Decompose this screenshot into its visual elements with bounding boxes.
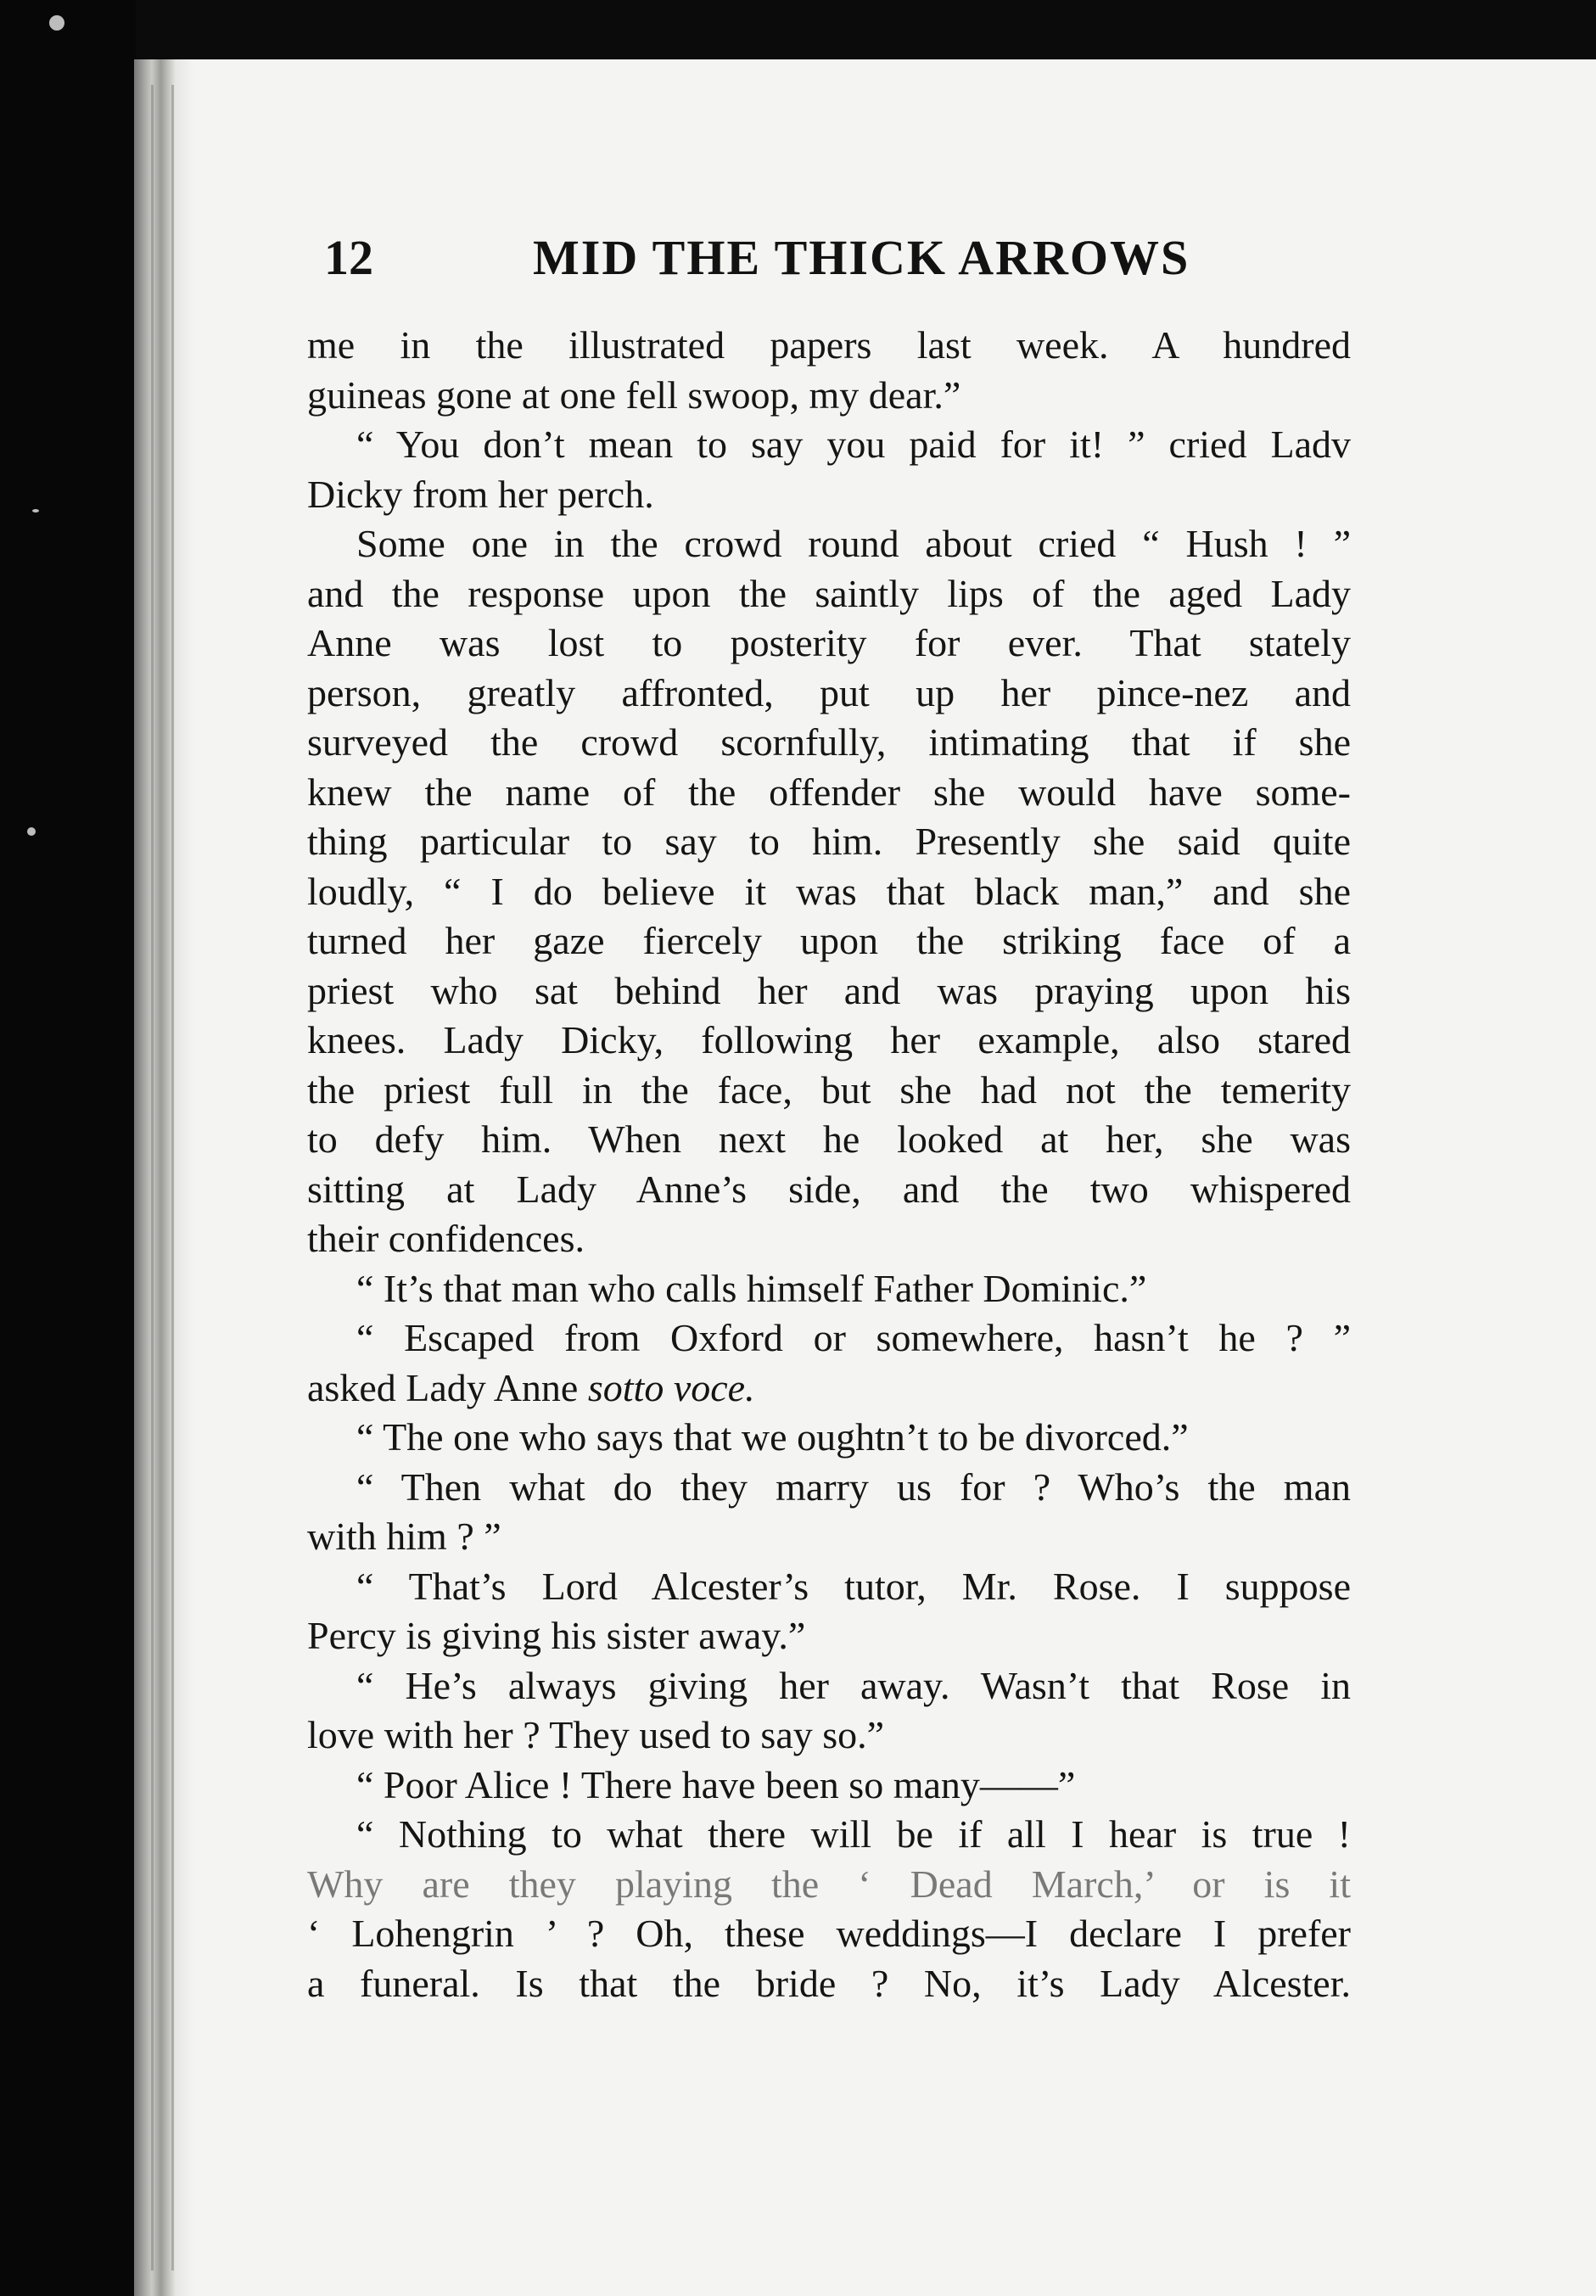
text-line: a funeral. Is that the bride ? No, it’s Lady Alcester. xyxy=(307,1961,1351,2005)
text-line: and the response upon the saintly lips of the aged Lady xyxy=(307,571,1351,615)
text-line: turned her gaze fiercely upon the striking face of a xyxy=(307,919,1351,962)
text-line: their confidences. xyxy=(307,1217,585,1260)
text-line: loudly, “ I do believe it was that black man,” and she xyxy=(307,869,1351,913)
text-line: “ That’s Lord Alcester’s tutor, Mr. Rose. I suppose xyxy=(356,1564,1351,1608)
text-line: person, greatly affronted, put up her pince-nez and xyxy=(307,670,1351,714)
text-line: “ It’s that man who calls himself Father Dominic.” xyxy=(356,1266,1147,1310)
text-line: knees. Lady Dicky, following her example, also stared xyxy=(307,1018,1351,1061)
text-line: Anne was lost to posterity for ever. That stately xyxy=(307,621,1351,664)
text-line: thing particular to say to him. Presently she said quite xyxy=(307,820,1351,863)
text-line: “ Escaped from Oxford or somewhere, hasn’t he ? ” xyxy=(356,1316,1351,1359)
text-line: the priest full in the face, but she had not the temerity xyxy=(307,1067,1351,1112)
scan-speck xyxy=(27,827,36,836)
scan-speck xyxy=(32,509,39,512)
text-line: Dicky from her perch. xyxy=(307,472,654,516)
text-line: “ The one who says that we oughtn’t to be divorced.” xyxy=(356,1415,1189,1459)
text-line: guineas gone at one fell swoop, my dear.” xyxy=(307,372,961,417)
gutter-line xyxy=(171,85,174,2271)
scan-speck xyxy=(49,15,64,31)
text-line: ‘ Lohengrin ’ ? Oh, these weddings—I declare I prefer xyxy=(307,1912,1351,1955)
text-line: Why are they playing the ‘ Dead March,’ or is it xyxy=(307,1862,1351,1906)
text-line: “ Then what do they marry us for ? Who’s the man xyxy=(356,1464,1351,1509)
text-line: with him ? ” xyxy=(307,1515,501,1558)
text-line: surveyed the crowd scornfully, intimating that if she xyxy=(307,720,1351,764)
text-line xyxy=(307,1364,1351,1414)
italic-phrase: sotto voce. xyxy=(587,1365,755,1409)
page-gutter xyxy=(134,59,193,2296)
text-line: “ Nothing to what there will be if all I hear is true ! xyxy=(356,1812,1351,1856)
body-text xyxy=(307,321,1351,2008)
text-line: me in the illustrated papers last week. A hundred xyxy=(307,323,1351,367)
text-line: love with her ? They used to say so.” xyxy=(307,1713,885,1756)
text-line: priest who sat behind her and was praying upon his xyxy=(307,968,1351,1012)
text-line: to defy him. When next he looked at her, she was xyxy=(307,1117,1351,1161)
text-line: “ You don’t mean to say you paid for it! ” cried Ladv xyxy=(356,423,1351,466)
text-line: “ Poor Alice ! There have been so many——” xyxy=(356,1762,1076,1806)
running-title: MID THE THICK ARROWS xyxy=(533,230,1190,285)
text-line: knew the name of the offender she would have some- xyxy=(307,770,1351,814)
page-number: 12 xyxy=(324,230,373,285)
film-border xyxy=(0,0,136,2296)
text-line: sitting at Lady Anne’s side, and the two whispered xyxy=(307,1167,1351,1211)
text-fragment: asked Lady Anne xyxy=(307,1365,579,1409)
gutter-line xyxy=(151,85,154,2271)
text-line: Some one in the crowd round about cried “ Hush ! ” xyxy=(356,522,1351,565)
page-header xyxy=(324,229,1334,288)
text-line: “ He’s always giving her away. Wasn’t that Rose in xyxy=(356,1663,1351,1707)
text-line: Percy is giving his sister away.” xyxy=(307,1614,806,1657)
